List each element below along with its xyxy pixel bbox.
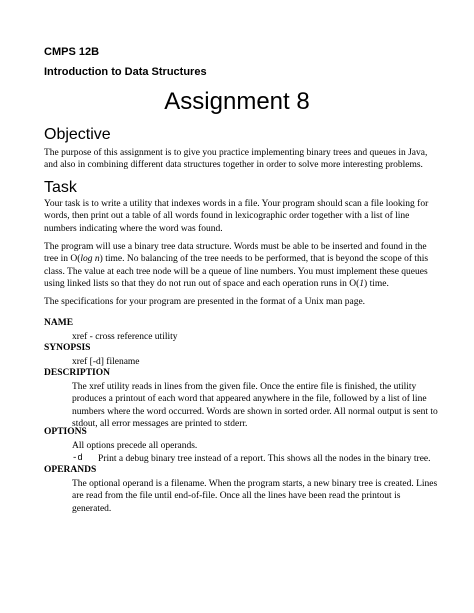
man-description-label: DESCRIPTION	[44, 368, 110, 378]
task-paragraph-1: Your task is to write a utility that indexes words in a file. Your program should scan a file looking for words, then print out a table of all words found in lexicographic order together with a list of line numbers indicating where the word was found.	[44, 199, 429, 234]
task-paragraph-3: The specifications for your program are presented in the format of a Unix man page.	[44, 297, 366, 307]
objective-heading: Objective	[44, 126, 111, 143]
task-paragraph-2	[44, 241, 436, 290]
task-heading: Task	[44, 179, 77, 196]
man-description-text: The xref utility reads in lines from the given file. Once the entire file is finished, the utility produces a printout of each word that appeared anywhere in the file, followed by a list of line numbers where the word occurred. Words are shown in sorted order. All normal output is sent to stdout, all error messages are printed to stderr.	[72, 382, 438, 429]
man-operands-text: The optional operand is a filename. When the program starts, a new binary tree is created. Lines are read from the file until end-of-file. Once all the lines have been read the printout is generated.	[72, 479, 438, 514]
task-p2-complexity-one: 1	[359, 278, 365, 289]
task-p2-part-a: The program will use a binary tree data structure. Words must be able to be inserted and found in the tree in O(	[44, 242, 427, 265]
option-description: Print a debug binary tree instead of a report. This shows all the nodes in the binary tree.	[98, 454, 431, 464]
man-options-label: OPTIONS	[44, 427, 87, 437]
option-flag: -d	[72, 453, 83, 463]
man-options-intro: All options precede all operands.	[72, 441, 198, 451]
man-synopsis-text: xref [-d] filename	[72, 357, 140, 367]
man-name-text: xref - cross reference utility	[72, 332, 178, 342]
man-name-label: NAME	[44, 318, 74, 328]
page-title: Assignment 8	[164, 88, 310, 115]
task-p2-complexity-log: log n	[80, 254, 100, 265]
course-code: CMPS 12B	[44, 46, 100, 58]
man-operands-label: OPERANDS	[44, 465, 97, 475]
objective-paragraph: The purpose of this assignment is to give you practice implementing binary trees and queues in Java, and also in combining different data structures together in order to solve more interesting problems.	[44, 148, 428, 171]
man-synopsis-label: SYNOPSIS	[44, 343, 91, 353]
task-p2-part-b: ) time. No balancing of the tree needs to be performed, that is beyond the scope of this class. The value at each tree node will be a queue of line numbers. You must implement these queues using linked lists so that they do not run out of space and each operation runs in O(	[44, 254, 429, 289]
task-p2-part-c: ) time.	[364, 278, 389, 289]
course-title: Introduction to Data Structures	[44, 66, 207, 78]
